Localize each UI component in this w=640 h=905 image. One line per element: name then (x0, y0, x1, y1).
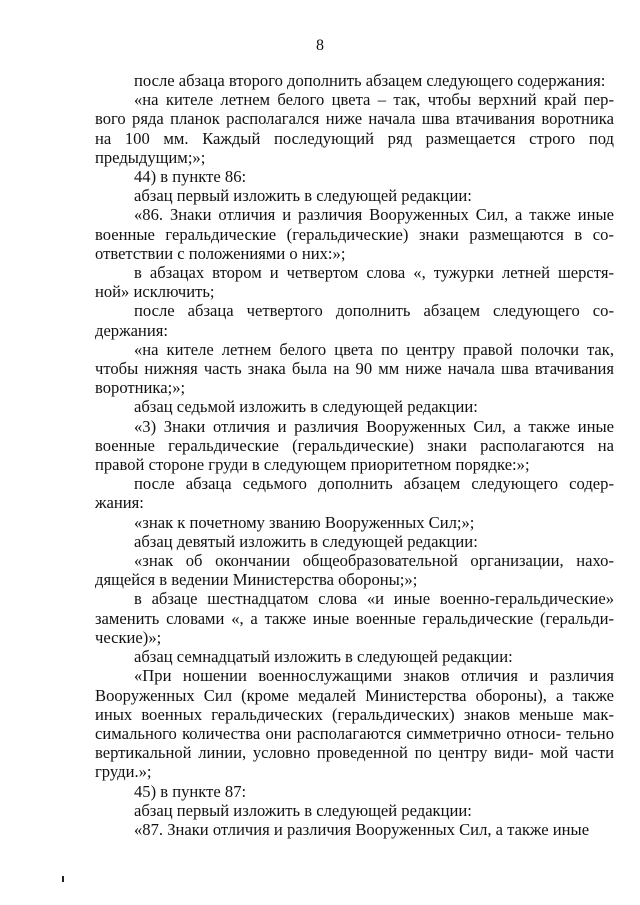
paragraph: абзац первый изложить в следующей редакции: (134, 186, 472, 206)
paragraph: в абзацах втором и четвертом слова «, тужурки летней шерстя- ной» исключить; (95, 263, 614, 302)
paragraph: «86. Знаки отличия и различия Вооруженных Сил, а также иные военные геральдические (геральдические) знаки размещаются в со- ответствии с положениями о них:»; (95, 205, 614, 263)
scan-mark (62, 876, 64, 882)
paragraph: абзац семнадцатый изложить в следующей редакции: (134, 647, 513, 667)
paragraph: «на кителе летнем белого цвета – так, чтобы верхний край пер- вого ряда планок располагался ниже начала шва втачивания воротника на 100 мм. Каждый последующий ряд размещается строго под предыдущим;»; (95, 90, 614, 167)
paragraph: абзац седьмой изложить в следующей редакции: (134, 397, 478, 417)
paragraph: после абзаца четвертого дополнить абзацем следующего со- держания: (95, 301, 614, 340)
paragraph: 45) в пункте 87: (134, 781, 247, 801)
paragraph: после абзаца седьмого дополнить абзацем следующего содер- жания: (95, 474, 614, 513)
paragraph: «При ношении военнослужащими знаков отличия и различия Вооруженных Сил (кроме медалей Министерства обороны), а также иных военных геральдических (геральдических) знаков меньше мак- симального количества они располагаются симметрично относи- тельно вертикальной линии, условно проведенной по центру види- мой части груди.»; (95, 666, 614, 782)
paragraph: после абзаца второго дополнить абзацем следующего содержания: (134, 71, 606, 90)
page-number: 8 (316, 37, 324, 54)
paragraph: 44) в пункте 86: (134, 167, 247, 187)
paragraph: абзац девятый изложить в следующей редакции: (134, 531, 478, 551)
document-body (95, 71, 614, 839)
paragraph: в абзаце шестнадцатом слова «и иные военно-геральдические» заменить словами «, а также иные военные геральдические (геральди- ческие)»; (95, 589, 614, 647)
paragraph: «знак к почетному званию Вооруженных Сил;»; (134, 512, 475, 532)
paragraph: «на кителе летнем белого цвета по центру правой полочки так, чтобы нижняя часть знака была на 90 мм ниже начала шва втачивания воротника;»; (95, 339, 614, 398)
paragraph: «знак об окончании общеобразовательной организации, нахо- дящейся в ведении Министерства обороны;»; (95, 551, 614, 590)
paragraph: «87. Знаки отличия и различия Вооруженных Сил, а также иные (134, 819, 590, 839)
paragraph: абзац первый изложить в следующей редакции: (134, 800, 472, 820)
paragraph: «3) Знаки отличия и различия Вооруженных Сил, а также иные военные геральдические (геральдические) знаки располагаются на правой стороне груди в следующем приоритетном порядке:»; (95, 416, 614, 475)
